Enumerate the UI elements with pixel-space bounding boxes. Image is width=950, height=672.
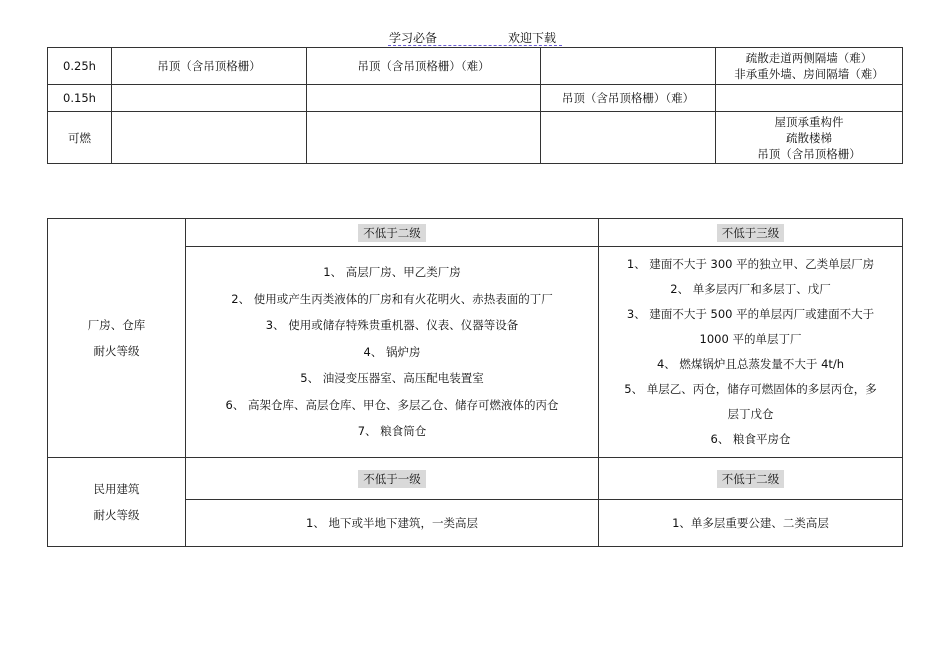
list-item: 2、 单多层丙厂和多层丁、戊厂	[670, 282, 831, 296]
table-cell	[112, 112, 307, 164]
factory-right-list	[599, 247, 903, 458]
list-item: 5、 油浸变压器室、高压配电装置室	[300, 371, 484, 386]
list-item: 1、 建面不大于 300 平的独立甲、乙类单层厂房	[626, 257, 875, 271]
header-left-text: 学习必备	[389, 31, 438, 45]
table-cell: 吊顶（含吊顶格栅）	[112, 48, 307, 85]
factory-left-list	[186, 247, 599, 458]
table-cell	[307, 85, 541, 112]
list-item: 3、 使用或储存特殊贵重机器、仪表、仪器等设备	[265, 318, 519, 333]
list-item: 层丁戊仓	[727, 407, 774, 421]
page-header	[0, 29, 950, 47]
list-item: 2、 使用或产生丙类液体的厂房和有火花明火、赤热表面的丁厂	[231, 291, 553, 306]
heading-cell	[599, 219, 903, 247]
table-cell	[307, 112, 541, 164]
table-cell: 吊顶（含吊顶格栅）（难）	[307, 48, 541, 85]
fire-resistance-grade-table	[47, 218, 903, 547]
factory-label-cell: 厂房、仓库 耐火等级	[48, 219, 186, 458]
list-item: 1000 平的单层丁厂	[699, 332, 802, 346]
table-row	[48, 85, 903, 112]
civil-left-item: 1、 地下或半地下建筑，一类高层	[186, 500, 599, 547]
list-item: 1、 高层厂房、甲乙类厂房	[323, 265, 461, 280]
civil-left-heading: 不低于一级	[358, 470, 426, 488]
list-item: 3、 建面不大于 500 平的单层丙厂或建面不大于	[626, 307, 875, 321]
list-item: 6、 高架仓库、高层仓库、甲仓、多层乙仓、储存可燃液体的丙仓	[225, 397, 559, 412]
row-label: 0.25h	[48, 48, 112, 85]
civil-label-cell: 民用建筑 耐火等级	[48, 458, 186, 547]
header-underline	[388, 45, 562, 46]
heading-cell	[186, 458, 599, 500]
row-label: 可燃	[48, 112, 112, 164]
factory-right-heading: 不低于三级	[717, 224, 785, 242]
heading-cell	[599, 458, 903, 500]
table-cell	[112, 85, 307, 112]
table-cell: 吊顶（含吊顶格栅）（难）	[541, 85, 716, 112]
table-cell	[541, 112, 716, 164]
header-right-text: 欢迎下载	[508, 31, 557, 45]
table-cell: 屋顶承重构件 疏散楼梯 吊顶（含吊顶格栅）	[716, 112, 903, 164]
heading-cell	[186, 219, 599, 247]
table-row	[48, 458, 903, 500]
list-item: 7、 粮食筒仓	[357, 424, 427, 439]
table-row	[48, 112, 903, 164]
table-cell: 疏散走道两侧隔墙（难） 非承重外墙、房间隔墙（难）	[716, 48, 903, 85]
table-row	[48, 219, 903, 247]
list-item: 6、 粮食平房仓	[710, 432, 791, 446]
list-item: 5、 单层乙、丙仓，储存可燃固体的多层丙仓，多	[624, 382, 877, 396]
list-item: 4、 锅炉房	[363, 344, 421, 359]
list-item: 4、 燃煤锅炉且总蒸发量不大于 4t/h	[656, 357, 845, 371]
table-cell	[716, 85, 903, 112]
table-row	[48, 48, 903, 85]
civil-right-item: 1、单多层重要公建、二类高层	[599, 500, 903, 547]
factory-left-heading: 不低于二级	[358, 224, 426, 242]
fire-rating-table	[47, 47, 903, 164]
civil-right-heading: 不低于二级	[717, 470, 785, 488]
row-label: 0.15h	[48, 85, 112, 112]
table-cell	[541, 48, 716, 85]
